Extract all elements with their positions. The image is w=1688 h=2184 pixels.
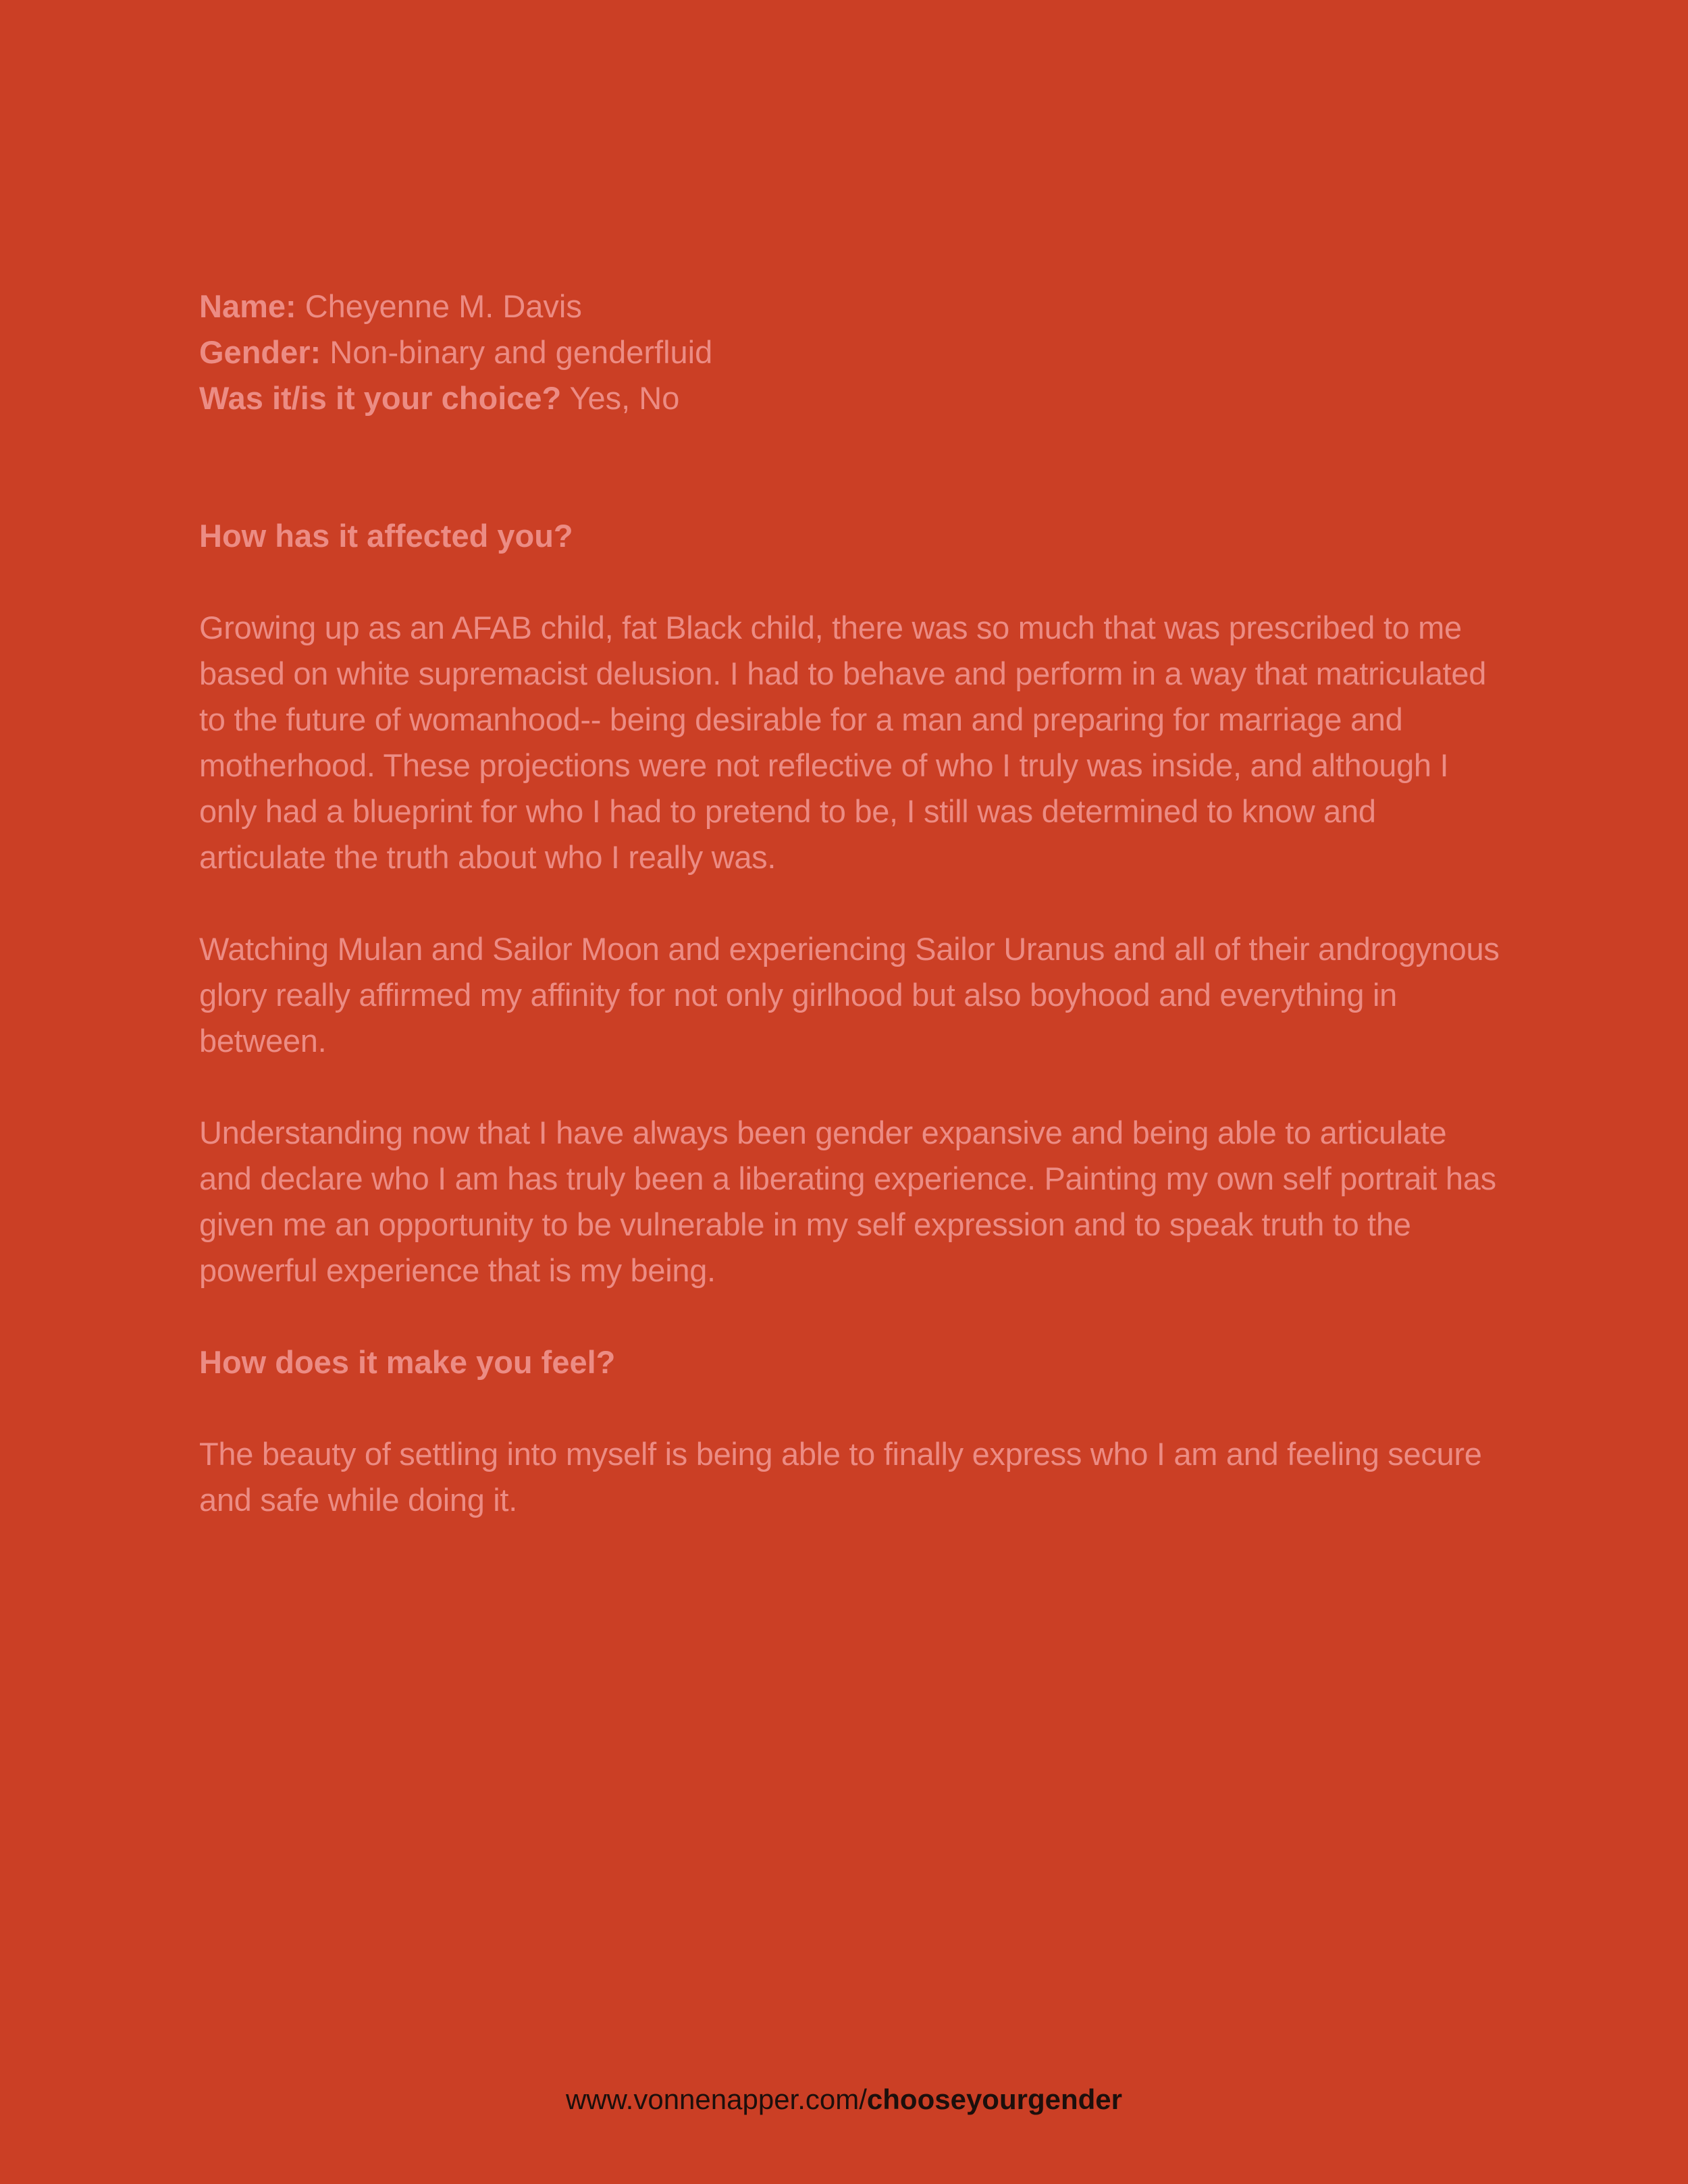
name-value: Cheyenne M. Davis [296,288,582,324]
paragraph: Understanding now that I have always been gender expansive and being able to articulate and declare who I am has truly been a liberating experience. Painting my own self portrait has given me an opportunity to be vulnerable in my self expression and to speak truth to the powerful experience that is my being. [199,1115,1496,1288]
spacer [199,880,1502,926]
choice-value: Yes, No [561,380,680,416]
paragraph: Watching Mulan and Sailor Moon and experiencing Sailor Uranus and all of their androgynous glory really affirmed my affinity for not only girlhood but also boyhood and everything in between. [199,931,1500,1059]
paragraph: Growing up as an AFAB child, fat Black child, there was so much that was prescribed to me based on white supremacist delusion. I had to behave and perform in a way that matriculated to the future of womanhood-- being desirable for a man and preparing for marriage and motherhood. These projections were not reflective of who I truly was inside, and although I only had a blueprint for who I had to pretend to be, I still was determined to know and articulate the truth about who I really was. [199,610,1487,875]
spacer [199,559,1502,605]
footer-url-prefix: www.vonnenapper.com/ [565,2083,867,2115]
document-content [199,284,1502,1523]
footer-url-bold: chooseyourgender [866,2083,1122,2115]
gender-value: Non-binary and genderfluid [321,334,713,370]
paragraph: The beauty of settling into myself is being able to finally express who I am and feeling secure and safe while doing it. [199,1436,1482,1518]
spacer [199,1294,1502,1339]
footer-url[interactable] [0,2079,1688,2120]
choice-label: Was it/is it your choice? [199,380,562,416]
section-heading-feel: How does it make you feel? [199,1344,616,1380]
choice-line [199,375,1502,421]
name-label: Name: [199,288,296,324]
spacer [199,1064,1502,1110]
name-line [199,284,1502,329]
gender-line [199,329,1502,375]
spacer [199,1385,1502,1431]
spacer [199,421,1502,513]
section-heading-affected: How has it affected you? [199,518,573,554]
gender-label: Gender: [199,334,321,370]
